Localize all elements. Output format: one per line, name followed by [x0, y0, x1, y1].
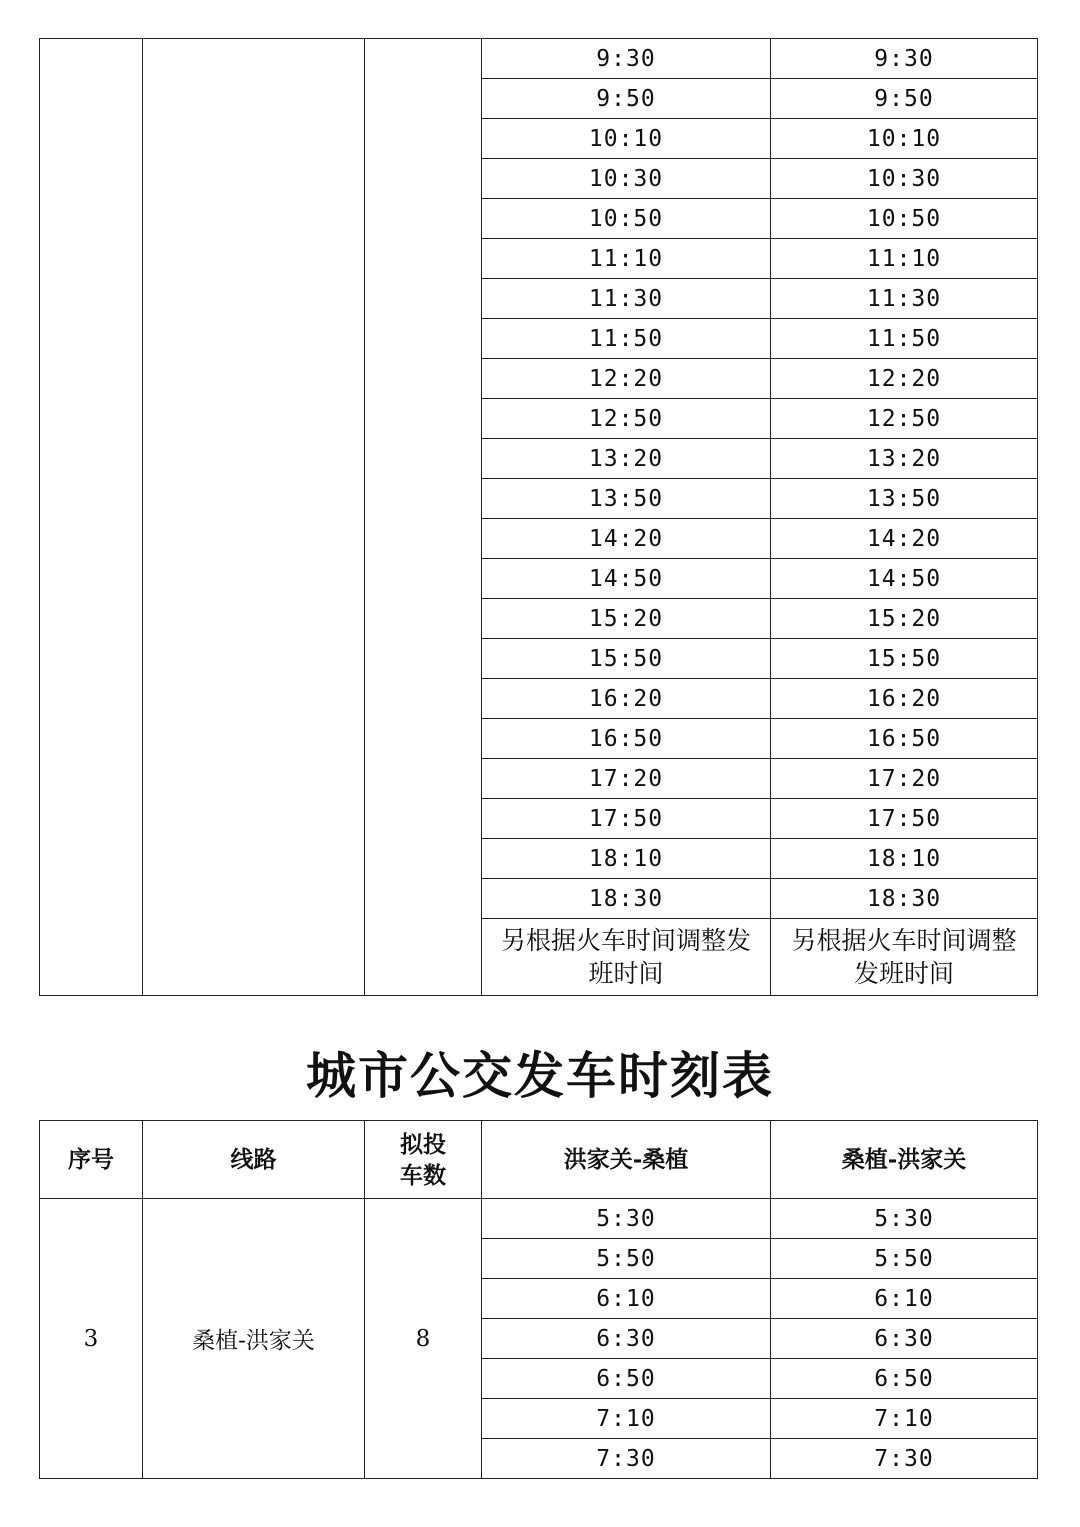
time-cell-dir2: 16:50 — [771, 719, 1038, 759]
time-cell-dir1: 6:50 — [482, 1359, 771, 1399]
time-cell-dir1: 14:20 — [482, 519, 771, 559]
time-cell-dir1: 11:10 — [482, 239, 771, 279]
time-cell-dir2: 5:30 — [771, 1199, 1038, 1239]
time-cell-dir1: 5:30 — [482, 1199, 771, 1239]
header-seq: 序号 — [40, 1121, 143, 1199]
time-cell-dir1: 18:30 — [482, 879, 771, 919]
time-cell-dir2: 11:50 — [771, 319, 1038, 359]
page-title: 城市公交发车时刻表 — [306, 1046, 774, 1105]
time-cell-dir2: 14:20 — [771, 519, 1038, 559]
time-cell-dir2: 5:50 — [771, 1239, 1038, 1279]
time-cell-dir1: 16:20 — [482, 679, 771, 719]
time-cell-dir1: 11:50 — [482, 319, 771, 359]
time-cell-dir2: 12:50 — [771, 399, 1038, 439]
time-cell-dir1: 6:30 — [482, 1319, 771, 1359]
note-text-dir2: 另根据火车时间调整发班时间 — [791, 926, 1017, 988]
continuation-table-body — [40, 39, 1038, 996]
time-cell-dir2: 17:50 — [771, 799, 1038, 839]
route-cell: 桑植-洪家关 — [143, 1199, 365, 1479]
time-cell-dir2: 6:30 — [771, 1319, 1038, 1359]
time-cell-dir2: 7:30 — [771, 1439, 1038, 1479]
time-cell-dir2: 10:30 — [771, 159, 1038, 199]
header-row — [40, 1121, 1038, 1199]
time-cell-dir1: 14:50 — [482, 559, 771, 599]
time-cell-dir1: 9:50 — [482, 79, 771, 119]
time-cell-dir1: 13:20 — [482, 439, 771, 479]
schedule-continuation-table — [39, 38, 1038, 996]
time-cell-dir2: 15:20 — [771, 599, 1038, 639]
time-cell-dir1: 6:10 — [482, 1279, 771, 1319]
time-cell-dir2: 11:30 — [771, 279, 1038, 319]
time-cell-dir2: 10:50 — [771, 199, 1038, 239]
time-cell-dir2: 13:50 — [771, 479, 1038, 519]
time-cell-dir1: 10:30 — [482, 159, 771, 199]
time-cell-dir1: 10:50 — [482, 199, 771, 239]
vehicles-cell — [365, 39, 482, 996]
header-vehicles — [365, 1121, 482, 1199]
seq-cell: 3 — [40, 1199, 143, 1479]
time-cell-dir2: 7:10 — [771, 1399, 1038, 1439]
time-cell-dir1: 15:20 — [482, 599, 771, 639]
header-direction-1: 洪家关-桑植 — [482, 1121, 771, 1199]
schedule-table-body — [40, 1199, 1038, 1479]
note-cell-dir2 — [771, 919, 1038, 996]
time-cell-dir2: 14:50 — [771, 559, 1038, 599]
header-direction-2: 桑植-洪家关 — [771, 1121, 1038, 1199]
time-cell-dir2: 13:20 — [771, 439, 1038, 479]
table-row — [40, 39, 1038, 79]
time-cell-dir1: 9:30 — [482, 39, 771, 79]
time-cell-dir2: 10:10 — [771, 119, 1038, 159]
time-cell-dir1: 17:50 — [482, 799, 771, 839]
seq-cell — [40, 39, 143, 996]
route-cell — [143, 39, 365, 996]
header-route: 线路 — [143, 1121, 365, 1199]
time-cell-dir1: 12:20 — [482, 359, 771, 399]
time-cell-dir1: 12:50 — [482, 399, 771, 439]
time-cell-dir2: 16:20 — [771, 679, 1038, 719]
vehicles-cell: 8 — [365, 1199, 482, 1479]
time-cell-dir1: 17:20 — [482, 759, 771, 799]
table-row — [40, 1199, 1038, 1239]
note-text-dir1: 另根据火车时间调整发班时间 — [501, 926, 752, 988]
time-cell-dir1: 11:30 — [482, 279, 771, 319]
time-cell-dir2: 12:20 — [771, 359, 1038, 399]
time-cell-dir1: 16:50 — [482, 719, 771, 759]
time-cell-dir1: 7:10 — [482, 1399, 771, 1439]
time-cell-dir2: 9:50 — [771, 79, 1038, 119]
time-cell-dir1: 18:10 — [482, 839, 771, 879]
time-cell-dir1: 13:50 — [482, 479, 771, 519]
header-vehicles-label: 拟投车数 — [400, 1130, 446, 1189]
time-cell-dir2: 18:30 — [771, 879, 1038, 919]
time-cell-dir1: 15:50 — [482, 639, 771, 679]
time-cell-dir2: 18:10 — [771, 839, 1038, 879]
time-cell-dir2: 6:50 — [771, 1359, 1038, 1399]
bus-schedule-table — [39, 1120, 1038, 1479]
time-cell-dir1: 7:30 — [482, 1439, 771, 1479]
time-cell-dir2: 15:50 — [771, 639, 1038, 679]
time-cell-dir2: 6:10 — [771, 1279, 1038, 1319]
note-cell-dir1 — [482, 919, 771, 996]
time-cell-dir2: 9:30 — [771, 39, 1038, 79]
time-cell-dir1: 10:10 — [482, 119, 771, 159]
time-cell-dir2: 11:10 — [771, 239, 1038, 279]
time-cell-dir1: 5:50 — [482, 1239, 771, 1279]
time-cell-dir2: 17:20 — [771, 759, 1038, 799]
